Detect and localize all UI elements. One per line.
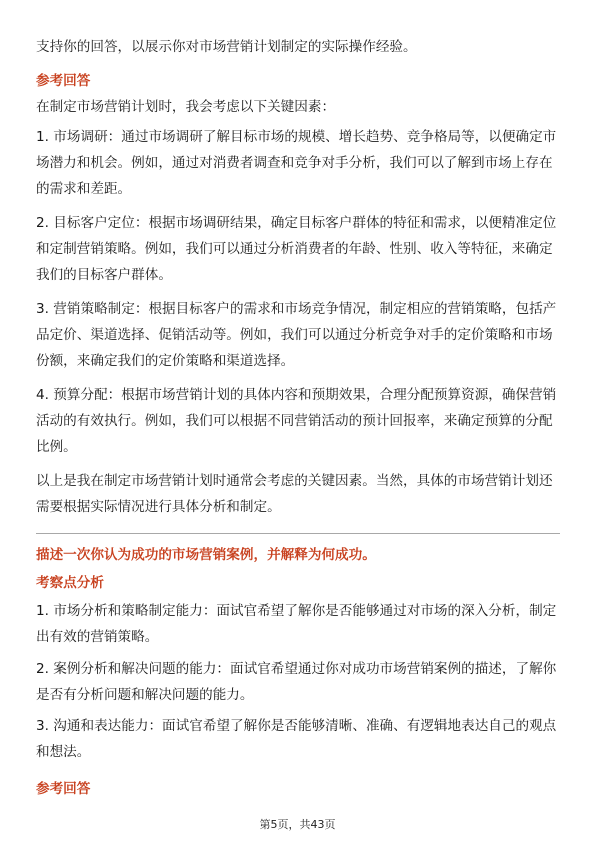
answer-lead-text: 在制定市场营销计划时，我会考虑以下关键因素： [36, 99, 336, 115]
analysis-heading: 考察点分析 [36, 575, 104, 591]
section-divider [36, 533, 560, 534]
reference-answer-heading: 参考回答 [36, 73, 91, 89]
question-title: 描述一次你认为成功的市场营销案例，并解释为何成功。 [36, 547, 376, 563]
answer-item-budget-allocation: 4. 预算分配：根据市场营销计划的具体内容和预期效果，合理分配预算资源，确保营销活动的有效执行。例如，我们可以根据不同营销活动的预计回报率，来确定预算的分配比例。 [36, 387, 557, 455]
answer-conclusion-text: 以上是我在制定市场营销计划时通常会考虑的关键因素。当然，具体的市场营销计划还需要根据实际情况进行具体分析和制定。 [36, 473, 553, 515]
page-number-footer: 第5页，共43页 [259, 818, 336, 831]
analysis-item-strategy: 1. 市场分析和策略制定能力：面试官希望了解你是否能够通过对市场的深入分析，制定出有效的营销策略。 [36, 603, 557, 645]
answer-item-marketing-strategy: 3. 营销策略制定：根据目标客户的需求和市场竞争情况，制定相应的营销策略，包括产品定价、渠道选择、促销活动等。例如，我们可以通过分析竞争对手的定价策略和市场份额，来确定我们的定价策略和渠道选择。 [36, 301, 557, 369]
reference-answer-heading-2: 参考回答 [36, 781, 91, 797]
answer-item-market-research: 1. 市场调研：通过市场调研了解目标市场的规模、增长趋势、竞争格局等，以便确定市场潜力和机会。例如，通过对消费者调查和竞争对手分析，我们可以了解到市场上存在的需求和差距。 [36, 129, 557, 197]
analysis-item-case: 2. 案例分析和解决问题的能力：面试官希望通过你对成功市场营销案例的描述，了解你是否有分析问题和解决问题的能力。 [36, 661, 557, 703]
intro-tail-text: 支持你的回答，以展示你对市场营销计划制定的实际操作经验。 [36, 39, 417, 55]
analysis-item-communication: 3. 沟通和表达能力：面试官希望了解你是否能够清晰、准确、有逻辑地表达自己的观点和想法。 [36, 718, 557, 760]
answer-item-target-customer: 2. 目标客户定位：根据市场调研结果，确定目标客户群体的特征和需求，以便精准定位和定制营销策略。例如，我们可以通过分析消费者的年龄、性别、收入等特征，来确定我们的目标客户群体。 [36, 215, 557, 283]
